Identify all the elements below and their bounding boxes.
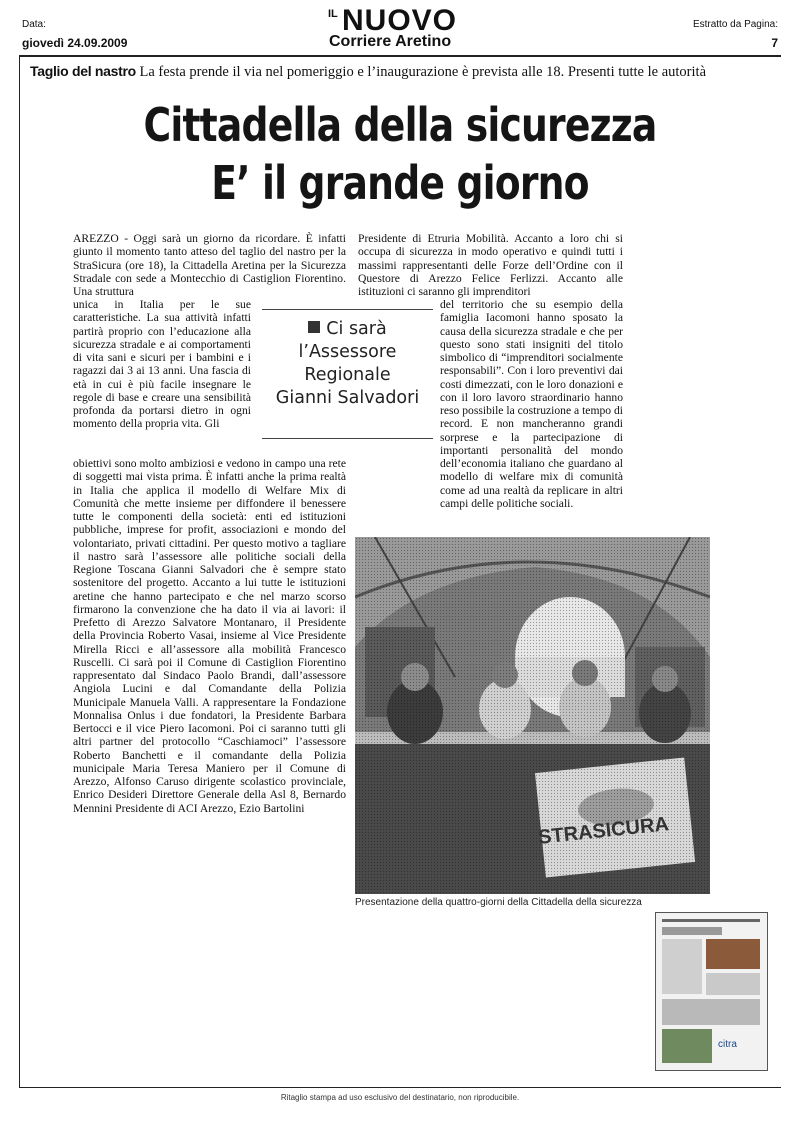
pullquote: [262, 318, 433, 410]
left-rule: [19, 55, 20, 1087]
article-paragraph: unica in Italia per le sue caratteristiche. La sua attività infatti partirà proprio con l’educazione alla sicurezza stradale e ai comportamenti di vita sani e sicuri per i bambini e i ragazzi dai 3 ai 13 anni. Una fascia di età in cui è più facile insegnare le regole di base e creare una sensibilità profonda da portarsi dietro in ogni momento della propria vita. Gli: [73, 298, 251, 431]
logo-title: NUOVO: [342, 4, 458, 37]
article-photo: [355, 537, 710, 894]
pullquote-line3: Regionale: [304, 365, 391, 385]
article-paragraph: Presidente di Etruria Mobilità. Accanto a loro chi si occupa di sicurezza in modo operativo e quindi tutti i massimi rappresentanti delle Forze dell’Ordine con il Questore di Arezzo Felice Ferlizzi. Accanto alle istituzioni ci saranno gli imprenditori: [358, 232, 623, 298]
article-col1-top: [73, 232, 346, 298]
extract-label: Estratto da Pagina:: [692, 19, 778, 30]
top-rule: [19, 55, 781, 57]
kicker-text: La festa prende il via nel pomeriggio e l’inaugurazione è prevista alle 18. Presenti tutte le autorità: [139, 64, 706, 80]
thumbnail-ad: [662, 1029, 712, 1063]
photo-banner-text: STRASICURA: [537, 813, 670, 849]
headline-line2: E’ il grande giorno: [211, 156, 589, 210]
headline: [72, 96, 728, 212]
thumbnail-photo: [706, 939, 760, 969]
publication-date: giovedì 24.09.2009: [22, 36, 128, 50]
article-paragraph: del territorio che su esempio della famiglia Iacomoni hanno sposato la causa della sicurezza stradale e che per questo sono stati insigniti del titolo simbolico di “imprenditori socialmente responsabili”. Con i loro preventivi dai costi dimezzati, con le loro donazioni e con il loro lavoro straordinario hanno reso possibile la costruzione a tempo di record. E non mancheranno grandi sorprese e la partecipazione di importanti personalità del mondo dell’economia italiano che guardano al modello di welfare mix di comunità come ad una realtà da replicare in altri campi delle politiche sociali.: [440, 298, 623, 510]
thumbnail-logo-text: citra: [718, 1039, 737, 1050]
headline-line1: Cittadella della sicurezza: [143, 98, 657, 152]
page-number: 7: [771, 36, 778, 50]
logo-il: IL: [328, 8, 338, 20]
footer-note: Ritaglio stampa ad uso esclusivo del destinatario, non riproducibile.: [280, 1093, 520, 1102]
article-col1-rest: [73, 457, 346, 815]
thumbnail-text-block: [706, 973, 760, 995]
page-thumbnail: [655, 912, 768, 1071]
kicker-label: Taglio del nastro: [30, 63, 136, 79]
article-col2-side: [440, 298, 623, 510]
newspaper-logo: [318, 6, 482, 52]
pullquote-line1: Ci sarà: [326, 319, 387, 339]
thumbnail-text-block: [662, 939, 702, 994]
pullquote-line4: Gianni Salvadori: [275, 388, 420, 408]
logo-subtitle: Corriere Aretino: [329, 33, 452, 50]
pullquote-top-rule: [262, 309, 433, 310]
article-col2-top: [358, 232, 623, 298]
square-bullet-icon: [308, 321, 320, 333]
pullquote-line2: l’Assessore: [298, 342, 397, 362]
date-label: Data:: [22, 19, 46, 30]
article-paragraph: AREZZO - Oggi sarà un giorno da ricordare. È infatti giunto il momento tanto atteso del taglio del nastro per la StraSicura (ore 18), la Cittadella Aretina per la Sicurezza Stradale con sede a Montecchio di Castiglion Fiorentino. Una struttura: [73, 232, 346, 298]
pullquote-bottom-rule: [262, 438, 433, 439]
thumbnail-headline: [662, 927, 722, 935]
kicker: [30, 63, 706, 81]
thumbnail-rule: [662, 919, 760, 922]
article-col1-side: [73, 298, 251, 431]
thumbnail-text-block: [662, 999, 760, 1025]
bottom-rule: [19, 1087, 781, 1088]
photo-caption: Presentazione della quattro-giorni della Cittadella della sicurezza: [355, 897, 642, 908]
article-paragraph: obiettivi sono molto ambiziosi e vedono in campo una rete di soggetti mai vista prima. È infatti anche la prima realtà in Italia che applica il modello di Welfare Mix di Comunità che mette insieme per diffondere il benessere tutte le componenti della società: enti ed istituzioni pubbliche, imprese for profit, associazioni e mondo del volontariato, privati cittadini. Per questo motivo a tagliare il nastro sarà l’assessore alle politiche sociali della Regione Toscana Gianni Salvadori che è sempre stato sostenitore del progetto. Accanto a lui tutte le istituzioni aretine che hanno partecipato e che nel marzo scorso firmarono la convenzione che ha dato il via ai lavori: il Prefetto di Arezzo Salvatore Montanaro, il Presidente della Provincia Roberto Vasai, insieme al Vice Presidente Mirella Ricci e all’assessore alla mobilità Francesco Ruscelli. Ci sarà poi il Comune di Castiglion Fiorentino rappresentato dal Sindaco Paolo Brandi, dall’assessore Angiola Lucini e dal Comandante della Polizia Municipale Manuela Valli. A rappresentare la Fondazione Monnalisa Onlus i due fondatori, la Presidente Barbara Bertocci e il vice Piero Iacomoni. Poi ci saranno tutti gli altri partner del protocollo “Caschiamoci” l’assessore Roberto Banchetti e il comandante della Polizia municipale Maria Teresa Maniero per il Comune di Arezzo, Alfonso Caruso dirigente scolastico provinciale, Enrico Desideri Direttore Generale della Asl 8, Bernardo Mennini Presidente di ACI Arezzo, Ezio Bartolini: [73, 457, 346, 815]
